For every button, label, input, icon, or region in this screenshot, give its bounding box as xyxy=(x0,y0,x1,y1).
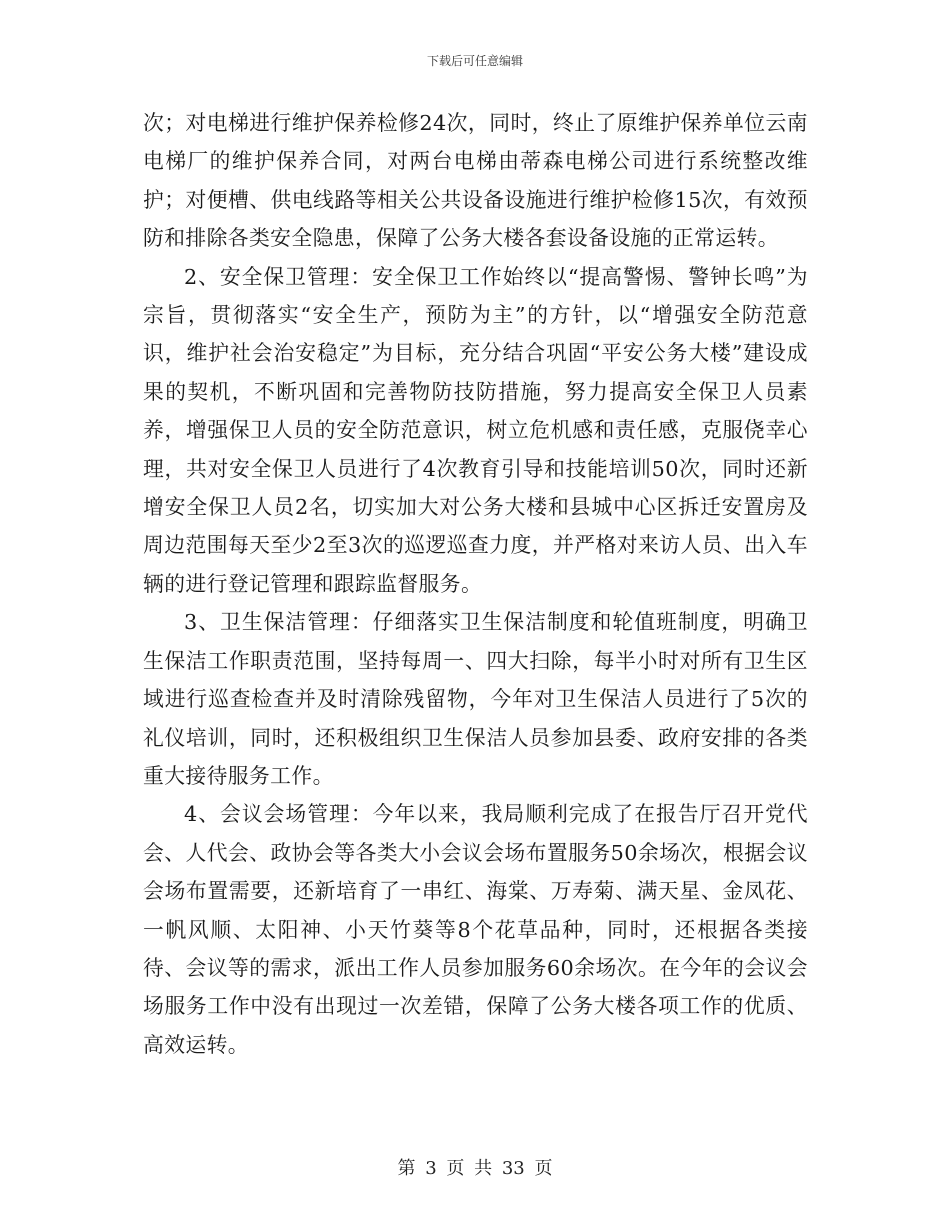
page-number-footer: 第 3 页 共 33 页 xyxy=(397,1158,553,1179)
paragraph-continuation: 次；对电梯进行维护保养检修24次，同时，终止了原维护保养单位云南电梯厂的维护保养合同，对两台电梯由蒂森电梯公司进行系统整改维护；对便槽、供电线路等相关公共设备设施进行维护检修15次，有效预防和排除各类安全隐患，保障了公务大楼各套设备设施的正常运转。 xyxy=(143,111,808,251)
paragraph-cleaning: 3、卫生保洁管理：仔细落实卫生保洁制度和轮值班制度，明确卫生保洁工作职责范围，坚持每周一、四大扫除，每半小时对所有卫生区域进行巡查检查并及时清除残留物，今年对卫生保洁人员进行了5次的礼仪培训，同时，还积极组织卫生保洁人员参加县委、政府安排的各类重大接待服务工作。 xyxy=(143,610,808,788)
document-body xyxy=(143,104,808,1064)
paragraph-security: 2、安全保卫管理：安全保卫工作始终以“提高警惕、警钟长鸣”为宗旨，贯彻落实“安全生产，预防为主”的方针，以“增强安全防范意识，维护社会治安稳定”为目标，充分结合巩固“平安公务大楼”建设成果的契机，不断巩固和完善物防技防措施，努力提高安全保卫人员素养，增强保卫人员的安全防范意识，树立危机感和责任感，克服侥幸心理，共对安全保卫人员进行了4次教育引导和技能培训50次，同时还新增安全保卫人员2名，切实加大对公务大楼和县城中心区拆迁安置房及周边范围每天至少2至3次的巡逻巡查力度，并严格对来访人员、出入车辆的进行登记管理和跟踪监督服务。 xyxy=(143,264,808,596)
paragraph-meetings: 4、会议会场管理：今年以来，我局顺利完成了在报告厅召开党代会、人代会、政协会等各类大小会议会场布置服务50余场次，根据会议会场布置需要，还新培育了一串红、海棠、万寿菊、满天星、金凤花、一帆风顺、太阳神、小天竹葵等8个花草品种，同时，还根据各类接待、会议等的需求，派出工作人员参加服务60余场次。在今年的会议会场服务工作中没有出现过一次差错，保障了公务大楼各项工作的优质、高效运转。 xyxy=(143,802,808,1057)
page-header: 下载后可任意编辑 xyxy=(426,54,523,68)
